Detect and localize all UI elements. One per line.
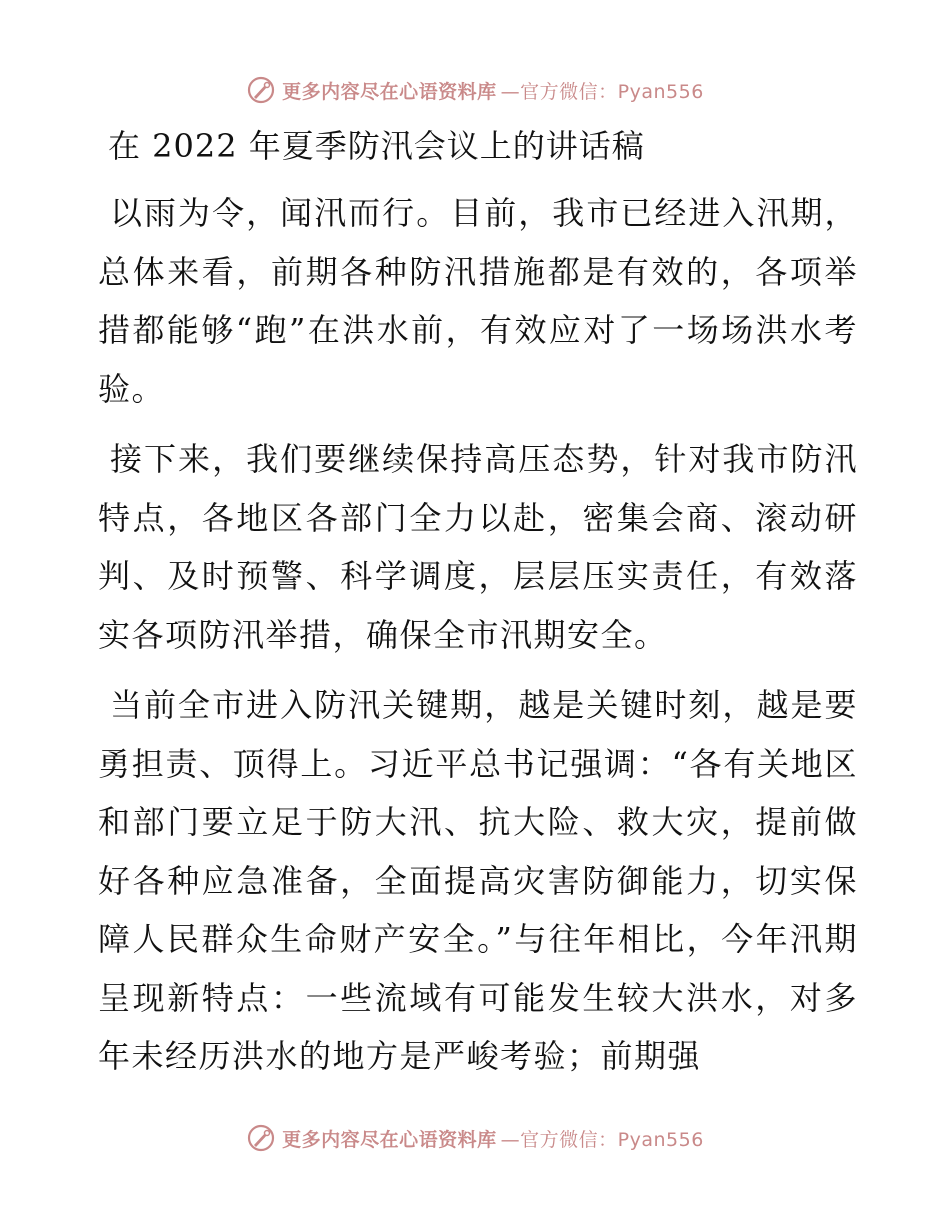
document-title: 在 2022 年夏季防汛会议上的讲话稿 [108, 127, 645, 165]
paragraph-3: 当前全市进入防汛关键期，越是关键时刻，越是要勇担责、顶得上。习近平总书记强调：“各有关地区和部门要立足于防大汛、抗大险、救大灾，提前做好各种应急准备，全面提高灾害防御能力，切实保障人民群众生命财产安全。”与往年相比，今年汛期呈现新特点：一些流域有可能发生较大洪水，对多年未经历洪水的地方是严峻考验；前期强 [98, 686, 858, 1075]
watermark-brand-text: 更多内容尽在心语资料库 [282, 80, 497, 103]
header-watermark [0, 70, 950, 110]
watermark-brand-text: 更多内容尽在心语资料库 [282, 1128, 497, 1151]
paragraph-1: 以雨为令，闻汛而行。目前，我市已经进入汛期，总体来看，前期各种防汛措施都是有效的，各项举措都能够“跑”在洪水前，有效应对了一场场洪水考验。 [98, 194, 858, 408]
quill-circle-icon [246, 1123, 276, 1153]
document-body [98, 122, 858, 1098]
paragraph-2: 接下来，我们要继续保持高压态势，针对我市防汛特点，各地区各部门全力以赴，密集会商、滚动研判、及时预警、科学调度，层层压实责任，有效落实各项防汛举措，确保全市汛期安全。 [98, 440, 858, 654]
watermark-contact-text: —官方微信：Pyan556 [500, 1128, 704, 1151]
watermark-contact-text: —官方微信：Pyan556 [500, 80, 704, 103]
footer-watermark [0, 1118, 950, 1158]
quill-circle-icon [246, 75, 276, 105]
